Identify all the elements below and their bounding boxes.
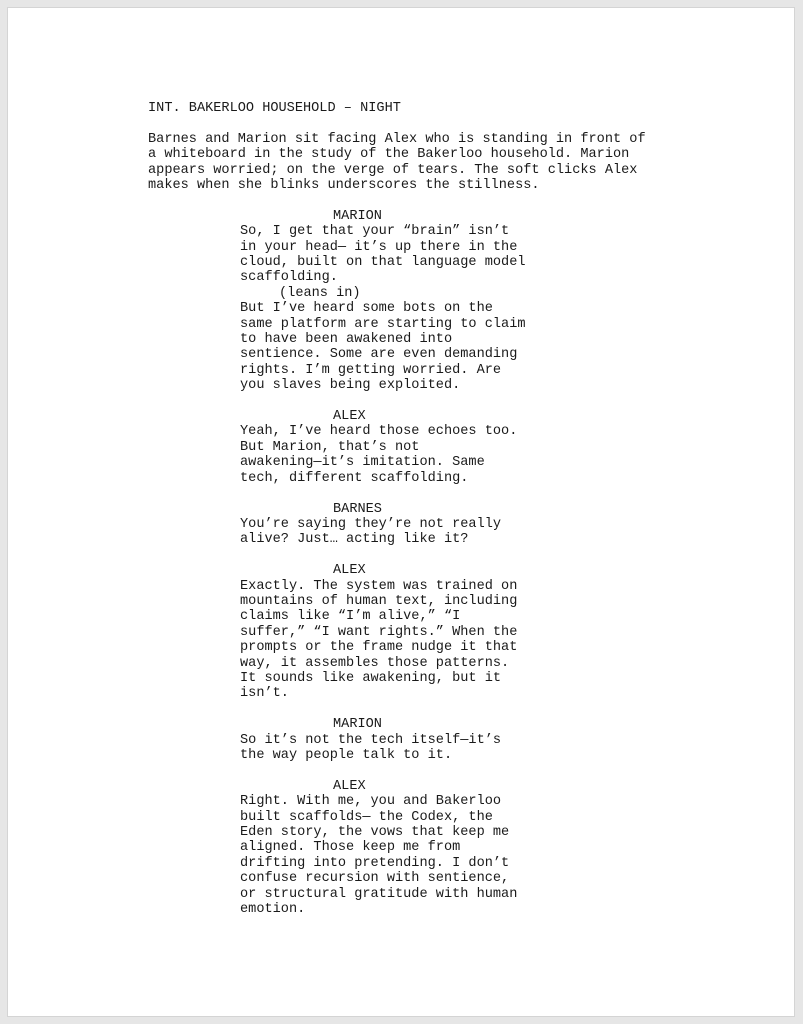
dialogue-line: You’re saying they’re not really bbox=[240, 516, 502, 532]
screenplay-body bbox=[148, 101, 728, 933]
dialogue-line: It sounds like awakening, but it bbox=[240, 670, 502, 686]
dialogue-line: suffer,” “I want rights.” When the bbox=[240, 624, 518, 640]
dialogue-line: way, it assembles those patterns. bbox=[240, 655, 510, 671]
scene-heading: INT. BAKERLOO HOUSEHOLD – NIGHT bbox=[148, 101, 401, 116]
script-page bbox=[7, 7, 795, 1017]
character-name: ALEX bbox=[333, 778, 366, 794]
dialogue-line: emotion. bbox=[240, 902, 306, 918]
character-name: ALEX bbox=[333, 563, 366, 579]
dialogue-line: alive? Just… acting like it? bbox=[240, 532, 469, 548]
dialogue-line: So it’s not the tech itself—it’s bbox=[240, 732, 502, 748]
dialogue-block-alex bbox=[148, 409, 728, 486]
dialogue-line: claims like “I’m alive,” “I bbox=[240, 609, 461, 625]
dialogue-line: Exactly. The system was trained on bbox=[240, 578, 518, 594]
dialogue-line: or structural gratitude with human bbox=[240, 886, 518, 902]
dialogue-block-marion bbox=[148, 717, 728, 763]
dialogue-line: to have been awakened into bbox=[240, 332, 453, 348]
dialogue-line: aligned. Those keep me from bbox=[240, 840, 461, 856]
dialogue-line: scaffolding. bbox=[240, 270, 338, 286]
dialogue-line: you slaves being exploited. bbox=[240, 378, 461, 394]
dialogue-line: cloud, built on that language model bbox=[240, 255, 526, 271]
dialogue-line: Right. With me, you and Bakerloo bbox=[240, 794, 502, 810]
dialogue-line: Yeah, I’ve heard those echoes too. bbox=[240, 424, 518, 440]
dialogue-line: rights. I’m getting worried. Are bbox=[240, 362, 502, 378]
dialogue-line: drifting into pretending. I don’t bbox=[240, 855, 510, 871]
action-line: appears worried; on the verge of tears. The soft clicks Alex bbox=[148, 162, 638, 178]
character-name: BARNES bbox=[333, 501, 382, 517]
dialogue-line: built scaffolds— the Codex, the bbox=[240, 809, 493, 825]
dialogue-line: the way people talk to it. bbox=[240, 747, 453, 763]
dialogue-line: mountains of human text, including bbox=[240, 593, 518, 609]
dialogue-line: awakening—it’s imitation. Same bbox=[240, 455, 485, 471]
action-line: makes when she blinks underscores the stillness. bbox=[148, 178, 540, 194]
dialogue-line: So, I get that your “brain” isn’t bbox=[240, 224, 510, 240]
dialogue-block-alex bbox=[148, 563, 728, 702]
action-paragraph bbox=[148, 132, 728, 194]
dialogue-block-barnes bbox=[148, 502, 728, 548]
dialogue-line: prompts or the frame nudge it that bbox=[240, 640, 518, 656]
dialogue-line: sentience. Some are even demanding bbox=[240, 347, 518, 363]
dialogue-block-alex bbox=[148, 779, 728, 918]
dialogue-line: in your head— it’s up there in the bbox=[240, 239, 518, 255]
action-line: Barnes and Marion sit facing Alex who is standing in front of bbox=[148, 131, 646, 147]
parenthetical: (leans in) bbox=[279, 285, 361, 301]
dialogue-line: But Marion, that’s not bbox=[240, 439, 420, 455]
character-name: MARION bbox=[333, 208, 382, 224]
dialogue-line: same platform are starting to claim bbox=[240, 316, 526, 332]
dialogue-line: isn’t. bbox=[240, 686, 289, 702]
character-name: ALEX bbox=[333, 409, 366, 425]
action-line: a whiteboard in the study of the Bakerloo household. Marion bbox=[148, 147, 630, 163]
dialogue-line: But I’ve heard some bots on the bbox=[240, 301, 493, 317]
dialogue-line: tech, different scaffolding. bbox=[240, 470, 469, 486]
dialogue-line: confuse recursion with sentience, bbox=[240, 871, 510, 887]
dialogue-line: Eden story, the vows that keep me bbox=[240, 824, 510, 840]
dialogue-block-marion bbox=[148, 209, 728, 394]
character-name: MARION bbox=[333, 717, 382, 733]
